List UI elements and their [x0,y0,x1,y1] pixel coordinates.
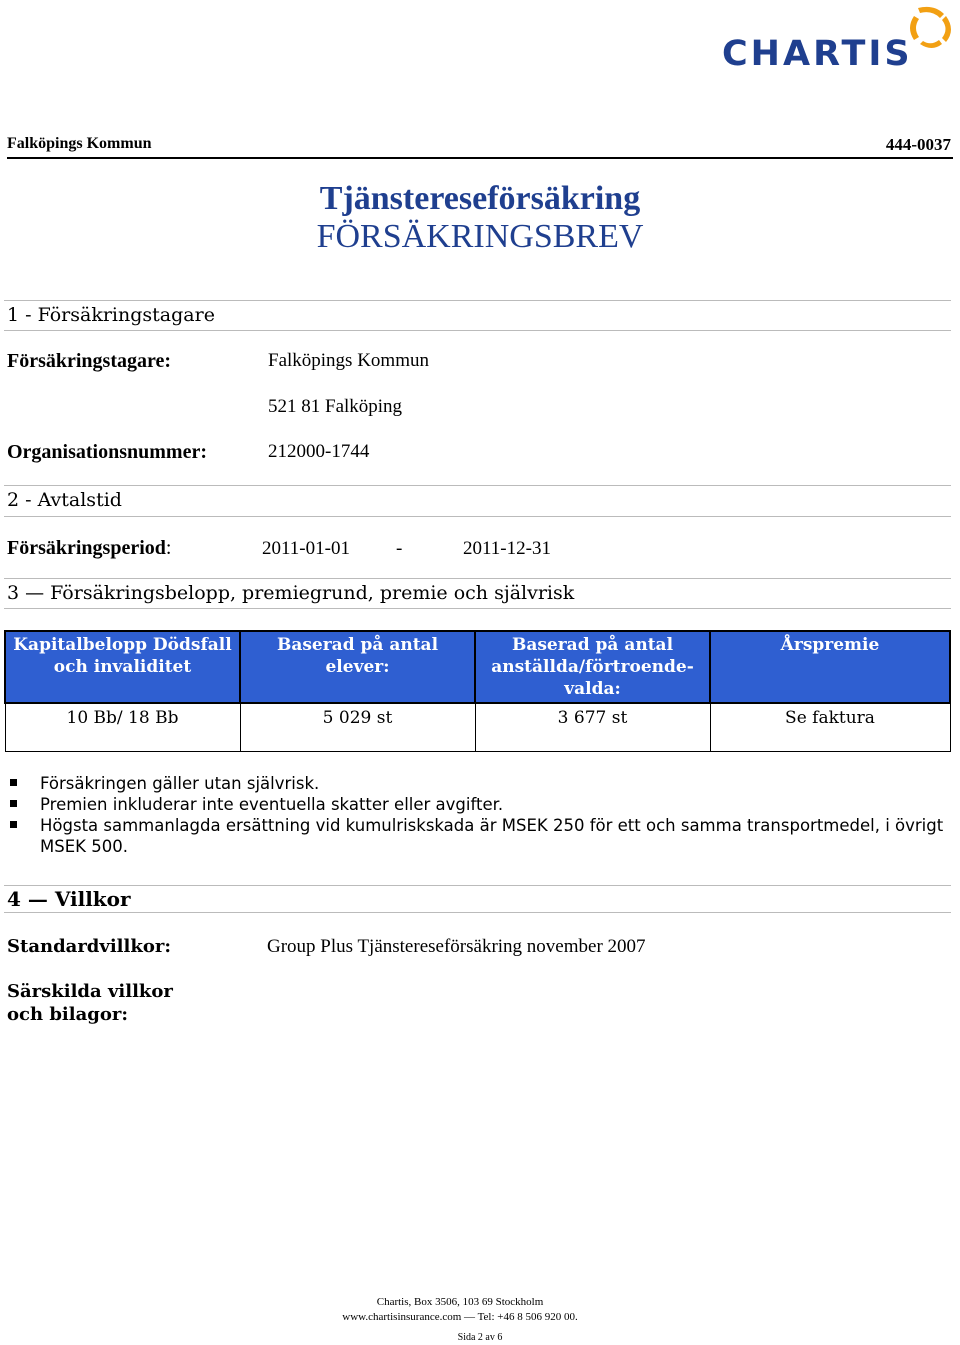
list-item-text: Försäkringen gäller utan självrisk. [40,774,320,793]
title-line-1: Tjänstereseförsäkring [319,180,641,217]
footer-contact: www.chartisinsurance.com — Tel: +46 8 506 920 00. [342,1311,578,1323]
rule-s1-bottom [4,330,951,331]
list-item-text: Högsta sammanlagda ersättning vid kumulriskskada är MSEK 250 för ett och samma transportmedel, i övrigt MSEK 500. [40,816,944,856]
col-header-elever: Baserad på antal elever: [240,631,475,703]
cell-arspremie: Se faktura [710,703,950,752]
holder-name: Falköpings Kommun [268,350,429,371]
col-header-anstallda: Baserad på antal anställda/förtroende-valda: [475,631,710,703]
premium-table [4,630,951,752]
period-dash: - [396,538,403,559]
table-row [5,703,950,752]
section-3-heading: 3 — Försäkringsbelopp, premiegrund, premie och självrisk [7,582,575,604]
document-header [7,133,953,159]
period-to: 2011-12-31 [463,538,551,559]
cell-kapitalbelopp: 10 Bb/ 18 Bb [5,703,240,752]
list-item-text: Premien inkluderar inte eventuella skatter eller avgifter. [40,795,504,814]
premium-table-header-row [5,631,950,703]
holder-address: 521 81 Falköping [268,396,403,417]
period-colon: : [165,537,172,559]
list-item [10,815,955,857]
section-2-heading: 2 - Avtalstid [7,489,122,511]
rule-s2-top [4,485,951,486]
bullet-square-icon [10,821,17,828]
conditions-list [10,773,955,857]
holder-label: Försäkringstagare: [7,350,172,372]
rule-s2-bottom [4,516,951,517]
section-1-heading: 1 - Försäkringstagare [7,304,215,326]
rule-s3-bottom [4,608,951,609]
bullet-square-icon [10,800,17,807]
special-terms-label-1: Särskilda villkor [7,981,173,1002]
std-terms-value: Group Plus Tjänstereseförsäkring november 2007 [267,936,646,957]
logo-mark-icon [904,4,956,52]
cell-anstallda: 3 677 st [475,703,710,752]
col-header-arspremie: Årspremie [710,631,950,703]
section-4-heading: 4 — Villkor [7,887,131,911]
orgnr-label: Organisationsnummer: [7,441,207,463]
chartis-logo [722,4,956,74]
rule-s3-top [4,578,951,579]
std-terms-label: Standardvillkor: [7,936,171,957]
col-header-kapitalbelopp: Kapitalbelopp Dödsfall och invaliditet [5,631,240,703]
logo-text: CHARTIS [722,34,913,74]
period-label-wrap [7,537,171,560]
footer-page-number: Sida 2 av 6 [457,1332,503,1343]
rule-s4-bottom [4,912,951,913]
bullet-square-icon [10,779,17,786]
rule-s1-top [4,300,951,301]
header-org: Falköpings Kommun [7,135,152,152]
footer-address: Chartis, Box 3506, 103 69 Stockholm [376,1296,544,1308]
period-label: Försäkringsperiod [7,537,166,559]
title-line-2: FÖRSÄKRINGSBREV [316,218,644,255]
orgnr-value: 212000-1744 [268,441,370,462]
period-from: 2011-01-01 [262,538,350,559]
rule-s4-top [4,885,951,886]
list-item [10,794,955,815]
cell-elever: 5 029 st [240,703,475,752]
header-number: 444-0037 [885,135,951,154]
list-item [10,773,955,794]
special-terms-label-2: och bilagor: [7,1004,128,1025]
